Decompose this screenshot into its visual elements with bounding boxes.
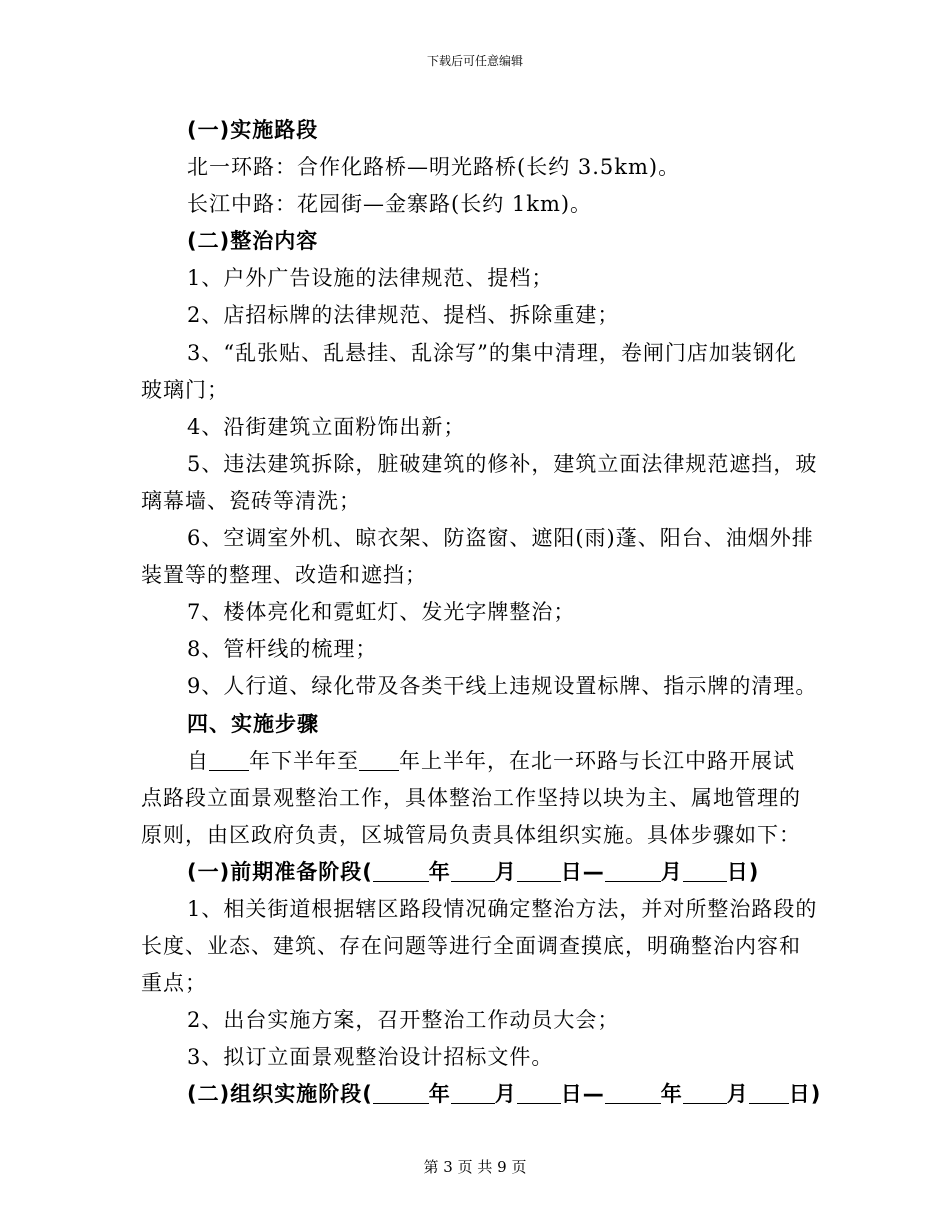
- section-heading-implementation-roads: (一)实施路段: [187, 118, 319, 142]
- document-body: [141, 112, 822, 1114]
- list-item-continuation: 重点；: [141, 971, 207, 996]
- list-item-continuation: 璃幕墙、瓷砖等清洗；: [141, 488, 361, 513]
- paragraph-intro: [141, 743, 813, 780]
- blank-field: [683, 859, 727, 882]
- phase-heading-text: 月: [726, 1082, 749, 1107]
- list-item-continuation: 装置等的整理、改造和遮挡；: [141, 563, 427, 588]
- blank-field: [373, 859, 429, 882]
- paragraph-intro-continuation: 原则，由区政府负责，区城管局负责具体组织实施。具体步骤如下：: [141, 822, 801, 847]
- phase-heading-text: 日): [788, 1082, 822, 1107]
- blank-field: [517, 859, 561, 882]
- list-item-continuation: 长度、业态、建筑、存在问题等进行全面调查摸底，明确整治内容和: [141, 934, 801, 959]
- blank-field: [209, 748, 249, 771]
- list-item: 1、相关街道根据辖区路段情况确定整治方法，并对所整治路段的: [187, 896, 818, 921]
- intro-text: 年上半年，在北一环路与长江中路开展试: [399, 748, 795, 773]
- list-item: 1、户外广告设施的法律规范、提档；: [187, 266, 554, 291]
- phase-heading-text: 日—: [560, 859, 605, 884]
- phase-heading-text: 年: [428, 859, 451, 884]
- phase-heading-implementation: [141, 1076, 822, 1113]
- phase-heading-text: 年: [660, 1082, 683, 1107]
- blank-field: [517, 1081, 561, 1104]
- blank-field: [683, 1081, 727, 1104]
- list-item-continuation: 玻璃门；: [141, 377, 229, 402]
- paragraph-road-one: 北一环路：合作化路桥—明光路桥(长约 3.5km)。: [187, 155, 681, 180]
- list-item: 3、“乱张贴、乱悬挂、乱涂写”的集中清理，卷闸门店加装钢化: [187, 340, 797, 365]
- list-item: 5、违法建筑拆除，脏破建筑的修补，建筑立面法律规范遮挡，玻: [187, 451, 818, 476]
- intro-text: 自: [187, 748, 209, 773]
- page-header-note: 下载后可任意编辑: [426, 54, 523, 68]
- blank-field: [451, 859, 495, 882]
- list-item: 2、店招标牌的法律规范、提档、拆除重建；: [187, 303, 620, 328]
- phase-heading-text: 月: [660, 859, 683, 884]
- paragraph-road-two: 长江中路：花园街—金寨路(长约 1km)。: [187, 192, 593, 217]
- phase-heading-text: 年: [428, 1082, 451, 1107]
- list-item: 3、拟订立面景观整治设计招标文件。: [187, 1045, 554, 1070]
- section-heading-rectification-content: (二)整治内容: [187, 229, 319, 254]
- phase-heading-text: 日): [726, 859, 760, 884]
- blank-field: [605, 1081, 661, 1104]
- blank-field: [359, 748, 399, 771]
- phase-heading-text: 月: [494, 1082, 517, 1107]
- phase-heading-text: 月: [494, 859, 517, 884]
- list-item: 6、空调室外机、晾衣架、防盗窗、遮阳(雨)蓬、阳台、油烟外排: [187, 526, 814, 551]
- intro-text: 年下半年至: [249, 748, 359, 773]
- phase-heading-preparation: [141, 854, 813, 891]
- list-item: 4、沿街建筑立面粉饰出新；: [187, 414, 466, 439]
- phase-heading-text: 日—: [560, 1082, 605, 1107]
- blank-field: [605, 859, 661, 882]
- list-item: 9、人行道、绿化带及各类干线上违规设置标牌、指示牌的清理。: [187, 674, 818, 699]
- phase-heading-text: (二)组织实施阶段(: [187, 1082, 373, 1107]
- page-number-footer: 第 3 页 共 9 页: [423, 1158, 527, 1176]
- blank-field: [451, 1081, 495, 1104]
- section-heading-implementation-steps: 四、实施步骤: [187, 711, 319, 736]
- list-item: 8、管杆线的梳理；: [187, 637, 378, 662]
- blank-field: [749, 1081, 789, 1104]
- phase-heading-text: (一)前期准备阶段(: [187, 859, 373, 884]
- list-item: 2、出台实施方案，召开整治工作动员大会；: [187, 1008, 620, 1033]
- paragraph-intro-continuation: 点路段立面景观整治工作，具体整治工作坚持以块为主、属地管理的: [141, 785, 801, 810]
- list-item: 7、楼体亮化和霓虹灯、发光字牌整治；: [187, 600, 576, 625]
- blank-field: [373, 1081, 429, 1104]
